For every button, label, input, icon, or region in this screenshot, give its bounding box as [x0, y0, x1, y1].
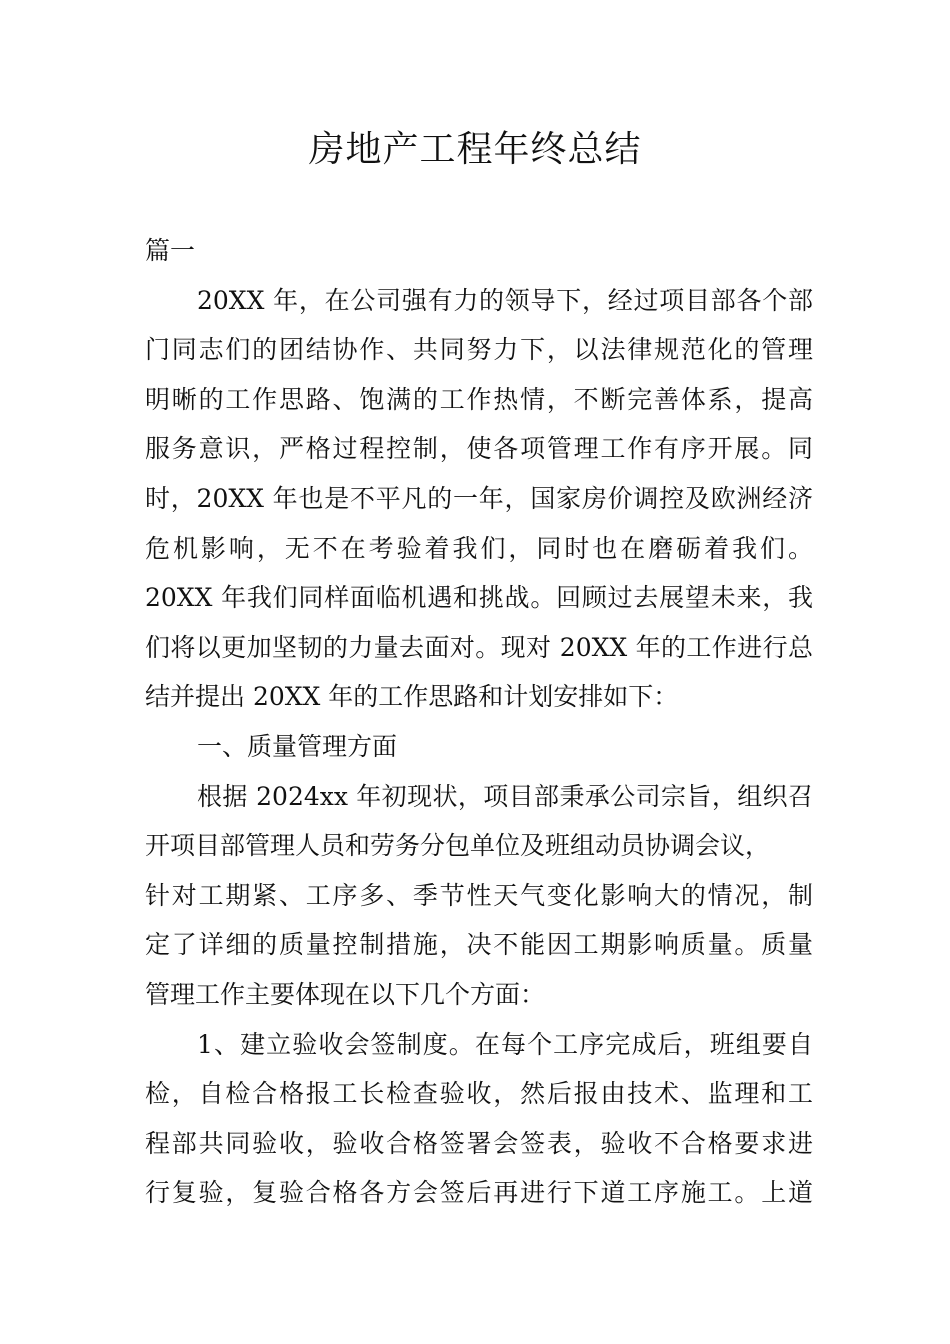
text-line: 门同志们的团结协作、共同努力下，以法律规范化的管理	[145, 335, 813, 365]
document-body	[145, 226, 813, 1218]
text-line: 20XX 年，在公司强有力的领导下，经过项目部各个部	[197, 285, 813, 315]
text-line: 根据 2024xx 年初现状，项目部秉承公司宗旨，组织召	[197, 781, 813, 811]
text-line: 开项目部管理人员和劳务分包单位及班组动员协调会议，	[145, 831, 771, 861]
text-line: 检，自检合格报工长检查验收，然后报由技术、监理和工	[145, 1079, 813, 1109]
text-line: 1、建立验收会签制度。在每个工序完成后，班组要自	[197, 1029, 813, 1059]
text-line: 服务意识，严格过程控制，使各项管理工作有序开展。同	[145, 434, 813, 464]
text-line: 程部共同验收，验收合格签署会签表，验收不合格要求进	[145, 1128, 813, 1158]
text-line: 明晰的工作思路、饱满的工作热情，不断完善体系，提高	[145, 384, 813, 414]
text-line: 一、质量管理方面	[197, 731, 398, 761]
text-line: 20XX 年我们同样面临机遇和挑战。回顾过去展望未来，我	[145, 583, 813, 613]
text-line: 定了详细的质量控制措施，决不能因工期影响质量。质量	[145, 930, 813, 960]
text-line: 篇一	[145, 236, 196, 265]
text-line: 危机影响，无不在考验着我们，同时也在磨砺着我们。	[145, 533, 813, 563]
text-line: 针对工期紧、工序多、季节性天气变化影响大的情况，制	[145, 880, 813, 910]
document-title: 房地产工程年终总结	[308, 129, 642, 170]
text-line: 结并提出 20XX 年的工作思路和计划安排如下：	[145, 682, 679, 712]
text-line: 时，20XX 年也是不平凡的一年，国家房价调控及欧洲经济	[145, 483, 813, 513]
text-line: 们将以更加坚韧的力量去面对。现对 20XX 年的工作进行总	[145, 632, 813, 662]
text-line: 行复验，复验合格各方会签后再进行下道工序施工。上道	[145, 1178, 813, 1208]
text-line: 管理工作主要体现在以下几个方面：	[145, 979, 546, 1009]
